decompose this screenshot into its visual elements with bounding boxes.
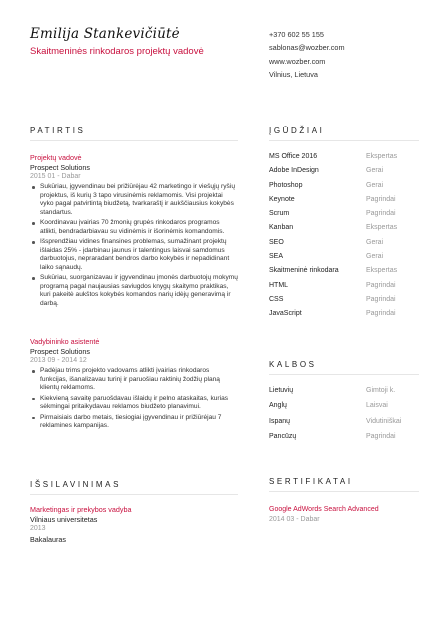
language-name: Anglų xyxy=(269,402,287,410)
skill-level: Ekspertas xyxy=(366,267,398,275)
achievement-item: Sukūriau, suorganizavau ir įgyvendinau įmonės darbuotojų mokymų programą pagal naujausias saviugdos knygų skaitymo praktikas, kuri pakeitė aukštos kokybės komandos narių idėjų generavimą ir darbą. xyxy=(30,274,238,308)
language-row xyxy=(269,402,419,417)
graduation-year: 2013 xyxy=(30,525,46,532)
job-title: Vadybininko asistentė xyxy=(30,337,100,346)
skill-level: Gerai xyxy=(366,167,384,175)
achievement-item: Pirmaisiais darbo metais, tiesiogiai įgyvendinau ir prižiūrėjau 7 reklamines kampanijas. xyxy=(30,414,238,431)
achievement-list xyxy=(30,367,238,431)
skill-name: Adobe InDesign xyxy=(269,167,319,175)
achievement-item: Koordinavau įvairias 70 žmonių grupės rinkodaros programos atlikti, bendradarbiavau su vidinėmis ir išorinėmis komandomis. xyxy=(30,219,238,236)
divider xyxy=(30,494,238,495)
skill-level: Ekspertas xyxy=(366,224,398,232)
certificate-dates: 2014 03 - Dabar xyxy=(269,515,320,523)
skill-row xyxy=(269,310,419,324)
section-title-certificates: SERTIFIKATAI xyxy=(269,477,353,486)
skill-name: Keynote xyxy=(269,195,295,203)
candidate-name: Emilija Stankevičiūtė xyxy=(30,26,180,42)
achievement-list xyxy=(30,183,238,308)
skill-row xyxy=(269,182,419,196)
achievement-item: Išsprendžiau vidines finansines problemas, sumažinant projektų išlaidas 25% - įdarbinau jaunus ir talentingus laisvai samdomus darbuotojus, nepraradant bendros darbo kokybės ir nepadidinant laiko sąnaudų. xyxy=(30,238,238,272)
skill-row xyxy=(269,153,419,167)
skills-list xyxy=(269,153,419,325)
skill-name: JavaScript xyxy=(269,310,302,318)
skill-row xyxy=(269,253,419,267)
language-row xyxy=(269,433,419,448)
language-level: Gimtoji k. xyxy=(366,387,396,394)
skill-level: Pagrindai xyxy=(366,281,396,289)
language-row xyxy=(269,418,419,433)
degree-level: Bakalauras xyxy=(30,535,66,544)
job-dates: 2015 01 - Dabar xyxy=(30,173,81,180)
skill-name: Kanban xyxy=(269,224,294,232)
company-name: Prospect Solutions xyxy=(30,346,90,356)
skill-name: HTML xyxy=(269,281,289,289)
skill-name: Photoshop xyxy=(269,181,303,189)
job-title: Projektų vadovė xyxy=(30,153,82,162)
skill-row xyxy=(269,210,419,224)
skill-row xyxy=(269,196,419,210)
language-name: Pancūzų xyxy=(269,432,297,440)
experience-item xyxy=(30,337,238,433)
job-headline: Skaitmeninės rinkodaros projektų vadovė xyxy=(30,46,204,57)
achievement-item: Padėjau trims projekto vadovams atlikti įvairias rinkodaros funkcijas, išanalizavau turinį ir paruošiau raktinių žodžių planą klientų reklamoms. xyxy=(30,367,238,393)
language-level: Pagrindai xyxy=(366,432,396,440)
divider xyxy=(269,374,419,375)
language-row xyxy=(269,387,419,402)
language-level: Vidutiniškai xyxy=(366,417,402,425)
location: Vilnius, Lietuva xyxy=(269,69,318,79)
skill-name: Skaitmeninė rinkodara xyxy=(269,267,339,275)
skill-name: MS Office 2016 xyxy=(269,153,318,160)
education-item xyxy=(30,505,238,545)
skill-level: Gerai xyxy=(366,238,384,246)
section-title-experience: PATIRTIS xyxy=(30,126,86,135)
skill-name: SEO xyxy=(269,238,284,246)
skill-row xyxy=(269,282,419,296)
company-name: Prospect Solutions xyxy=(30,162,90,172)
skill-level: Pagrindai xyxy=(366,210,396,218)
section-title-education: IŠSILAVINIMAS xyxy=(30,480,122,489)
certificate-title: Google AdWords Search Advanced xyxy=(269,506,379,513)
divider xyxy=(269,140,419,141)
skill-level: Ekspertas xyxy=(366,153,398,160)
skill-row xyxy=(269,239,419,253)
skill-level: Pagrindai xyxy=(366,295,396,303)
email-address: sablonas@wozber.com xyxy=(269,43,345,53)
languages-list xyxy=(269,387,419,448)
skill-name: CSS xyxy=(269,295,284,303)
website: www.wozber.com xyxy=(269,56,326,66)
divider xyxy=(30,140,238,141)
language-level: Laisvai xyxy=(366,402,388,410)
skill-name: SEA xyxy=(269,253,284,261)
experience-item xyxy=(30,153,238,310)
language-name: Lietuvių xyxy=(269,387,294,394)
degree-title: Marketingas ir prekybos vadyba xyxy=(30,505,132,514)
certificate-item xyxy=(269,505,419,526)
phone-number: +370 602 55 155 xyxy=(269,30,324,39)
skill-level: Gerai xyxy=(366,181,384,189)
skill-name: Scrum xyxy=(269,210,290,218)
skill-level: Pagrindai xyxy=(366,310,396,318)
achievement-item: Sukūriau, įgyvendinau bei prižiūrėjau 42 marketingo ir viešųjų ryšių projektus, iš kurių 3 tapo virusinėmis reklamomis. Visi projektai vyko pagal patvirtintą biudžetą, tvarkaraštį ir aukščiausius kokybės standartus. xyxy=(30,183,238,217)
skill-row xyxy=(269,167,419,181)
language-name: Ispanų xyxy=(269,417,291,425)
achievement-item: Kiekvieną savaitę paruošdavau išlaidų ir pelno ataskaitas, kurias sėkmingai pritaikydavau reklamos biudžeto planavimui. xyxy=(30,395,238,412)
job-dates: 2013 09 - 2014 12 xyxy=(30,357,87,364)
skill-level: Pagrindai xyxy=(366,195,396,203)
section-title-languages: KALBOS xyxy=(269,360,317,369)
section-title-skills: ĮGŪDŽIAI xyxy=(269,126,325,135)
contact-block xyxy=(269,28,345,81)
skill-level: Gerai xyxy=(366,253,384,261)
skill-row xyxy=(269,267,419,281)
divider xyxy=(269,491,419,492)
skill-row xyxy=(269,224,419,238)
skill-row xyxy=(269,296,419,310)
school-name: Vilniaus universitetas xyxy=(30,514,98,524)
